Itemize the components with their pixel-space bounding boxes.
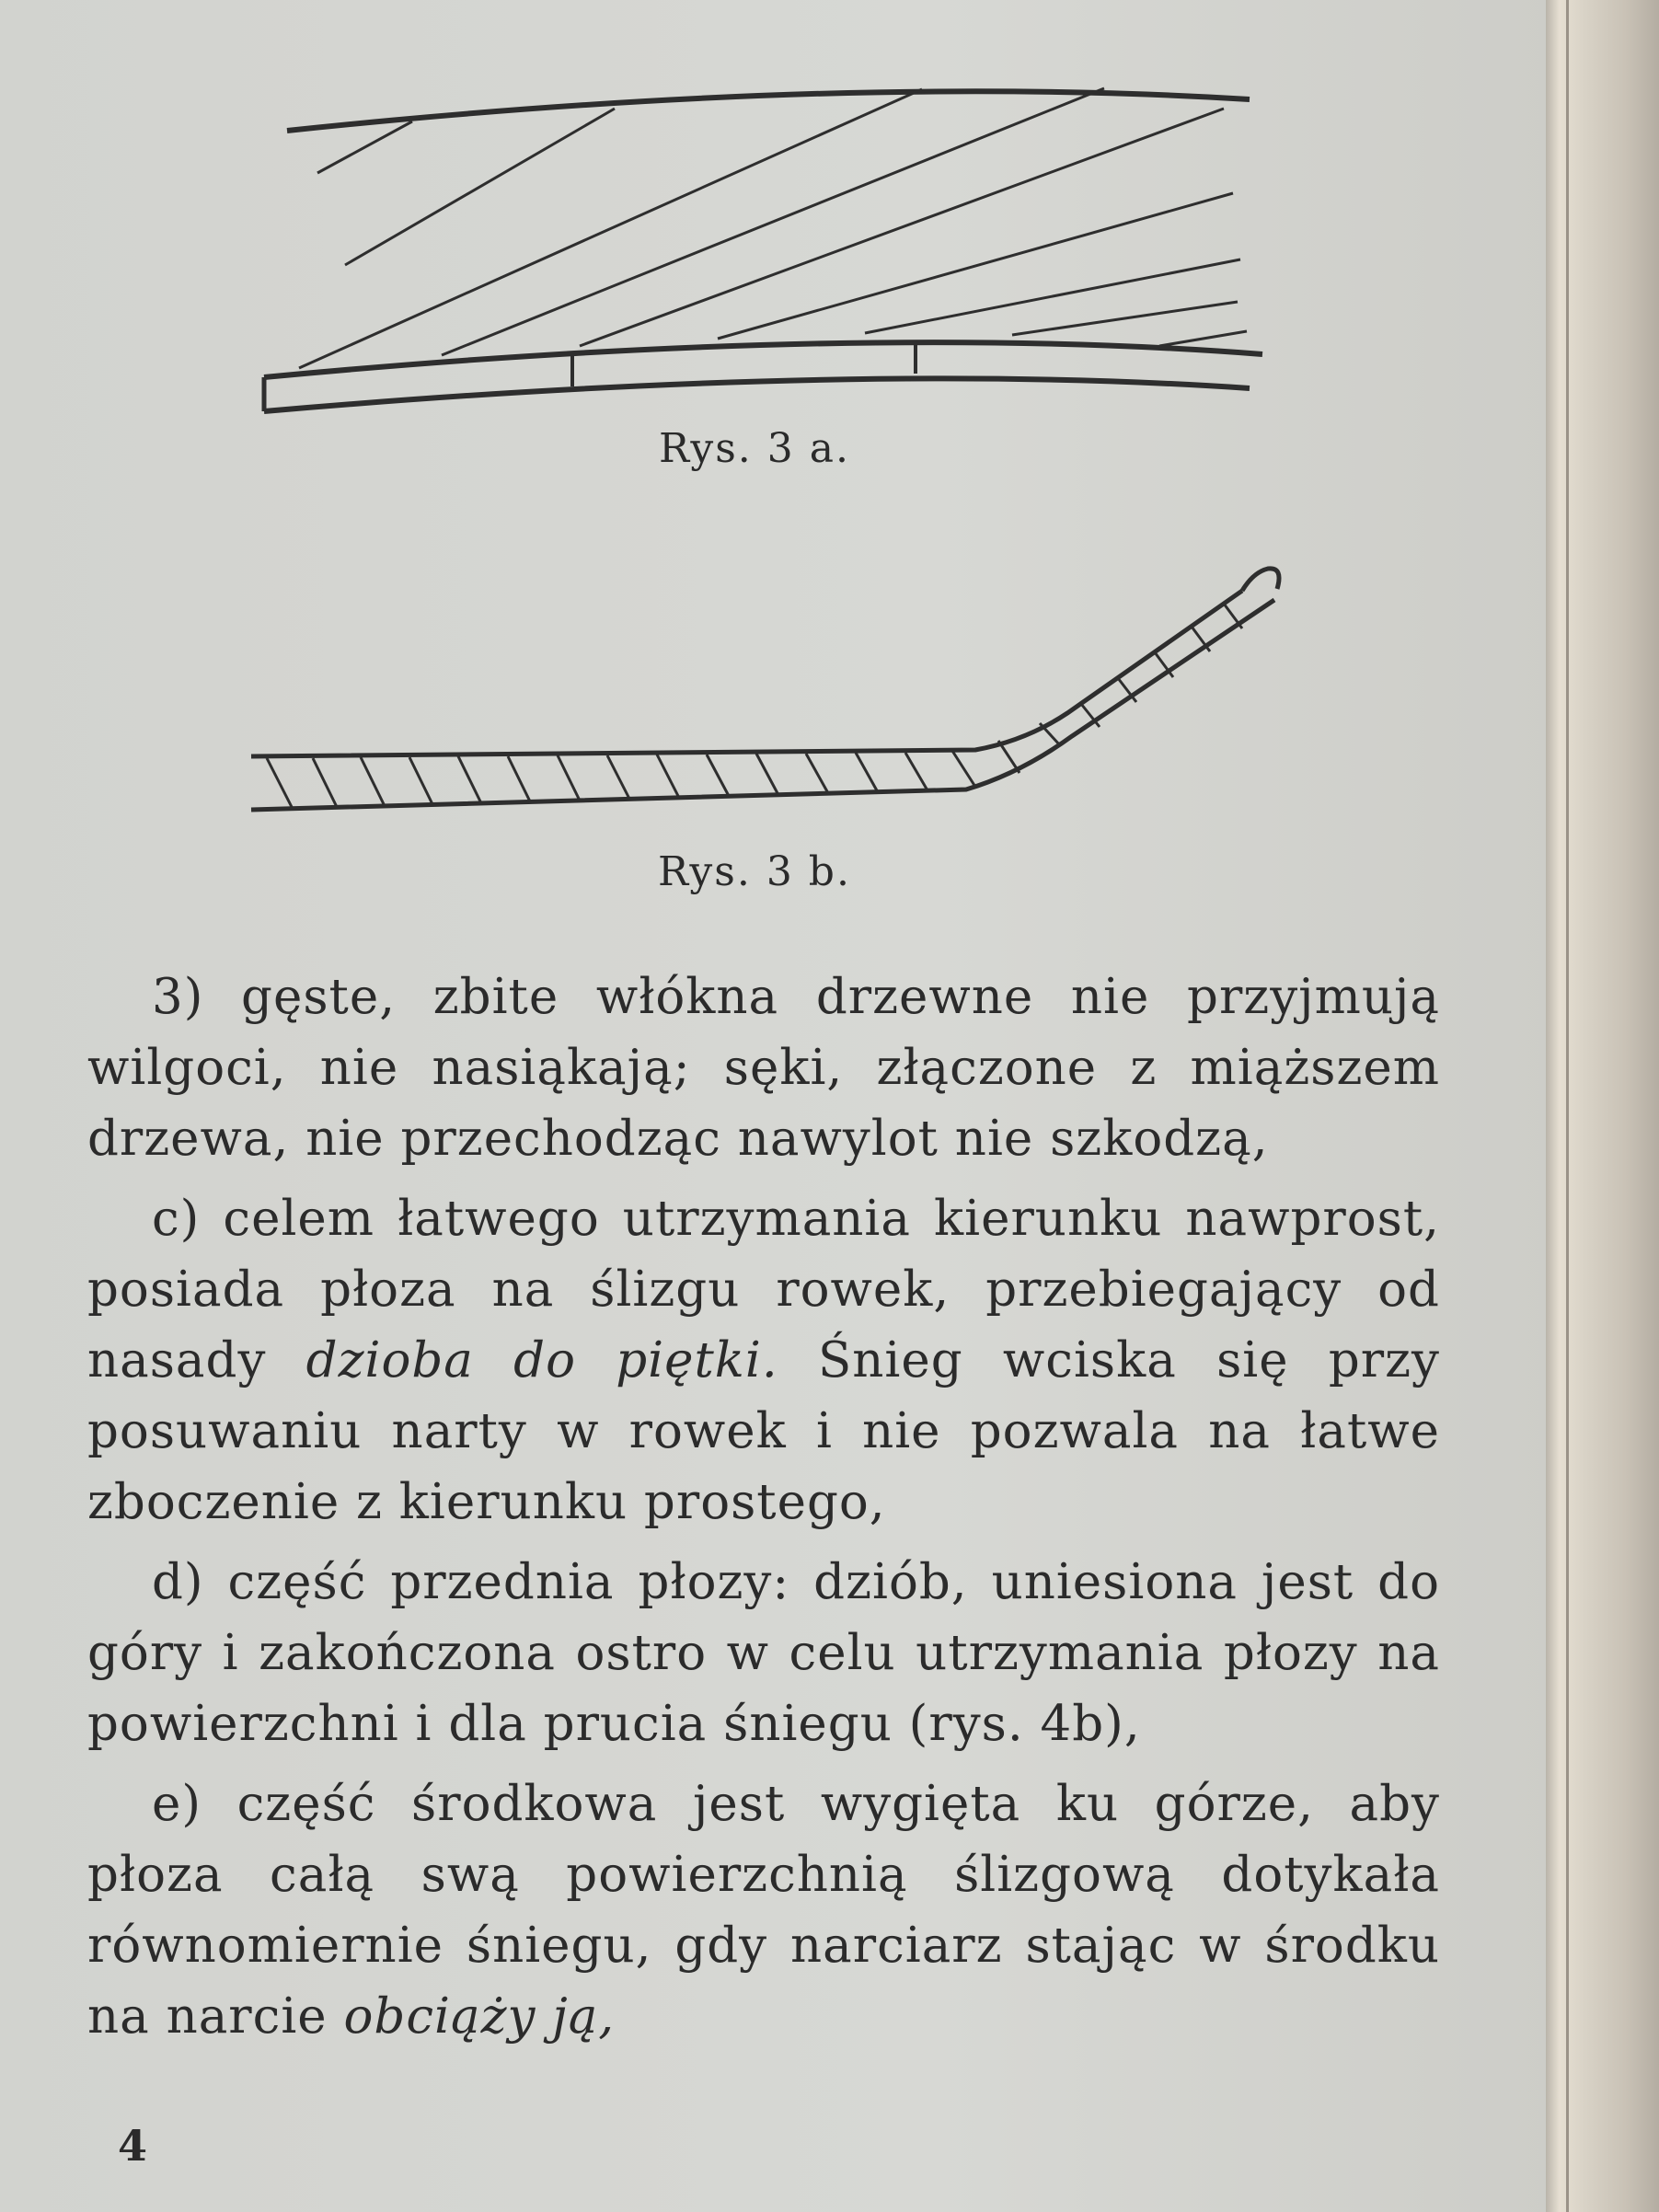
figure-3b-hatch-lines bbox=[267, 604, 1242, 809]
page-number: 4 bbox=[118, 2121, 148, 2171]
paragraph-c bbox=[87, 1183, 1440, 1538]
figure-3b-drawing bbox=[251, 569, 1279, 810]
book-spine bbox=[1546, 0, 1659, 2212]
figure-3a-drawing bbox=[264, 88, 1262, 411]
paragraph-text: d) część przednia płozy: dziób, uniesiona jest do góry i zakończona ostro w celu utrzymania płozy na powierzchni i dla prucia śniegu (rys. 4b), bbox=[87, 1554, 1440, 1752]
paragraph-text: c) celem łatwego utrzymania kierunku nawprost, posiada płoza na ślizgu rowek, przebiegający od nasady bbox=[87, 1191, 1440, 1388]
paragraph-italic-text: dzioba do piętki. bbox=[305, 1332, 778, 1388]
paragraph-d bbox=[87, 1547, 1440, 1759]
figure-3a-top-edge bbox=[287, 91, 1250, 131]
paragraph-text: 3) gęste, zbite włókna drzewne nie przyjmują wilgoci, nie nasiąkają; sęki, złączone z miąższem drzewa, nie przechodząc nawylot nie szkodzą, bbox=[87, 969, 1440, 1167]
figure-3a-bottom-edge bbox=[264, 342, 1262, 377]
paragraph-text: e) część środkowa jest wygięta ku górze, aby płoza całą swą powierzchnią ślizgową dotykała równomiernie śniegu, gdy narciarz stając w środku na narcie bbox=[87, 1776, 1440, 2045]
figure-3b-top-edge bbox=[251, 591, 1242, 756]
paragraph-italic-text: obciąży ją, bbox=[343, 1988, 616, 2045]
paragraph-3 bbox=[87, 962, 1440, 1174]
body-text bbox=[87, 962, 1440, 2061]
figure-3b-tip bbox=[1242, 569, 1279, 591]
spine-edge bbox=[1566, 0, 1569, 2212]
paragraph-e bbox=[87, 1768, 1440, 2052]
figure-3b-caption: Rys. 3 b. bbox=[658, 848, 851, 895]
paragraph-text: Śnieg wciska się przy posuwaniu narty w rowek i nie pozwala na łatwe zboczenie z kierunku prostego, bbox=[87, 1332, 1440, 1530]
figure-3a-runner-bottom bbox=[264, 378, 1250, 411]
figure-3b-bottom-edge bbox=[251, 600, 1274, 810]
figure-3a-caption: Rys. 3 a. bbox=[659, 425, 850, 472]
figure-3a-grain-lines bbox=[299, 88, 1247, 368]
